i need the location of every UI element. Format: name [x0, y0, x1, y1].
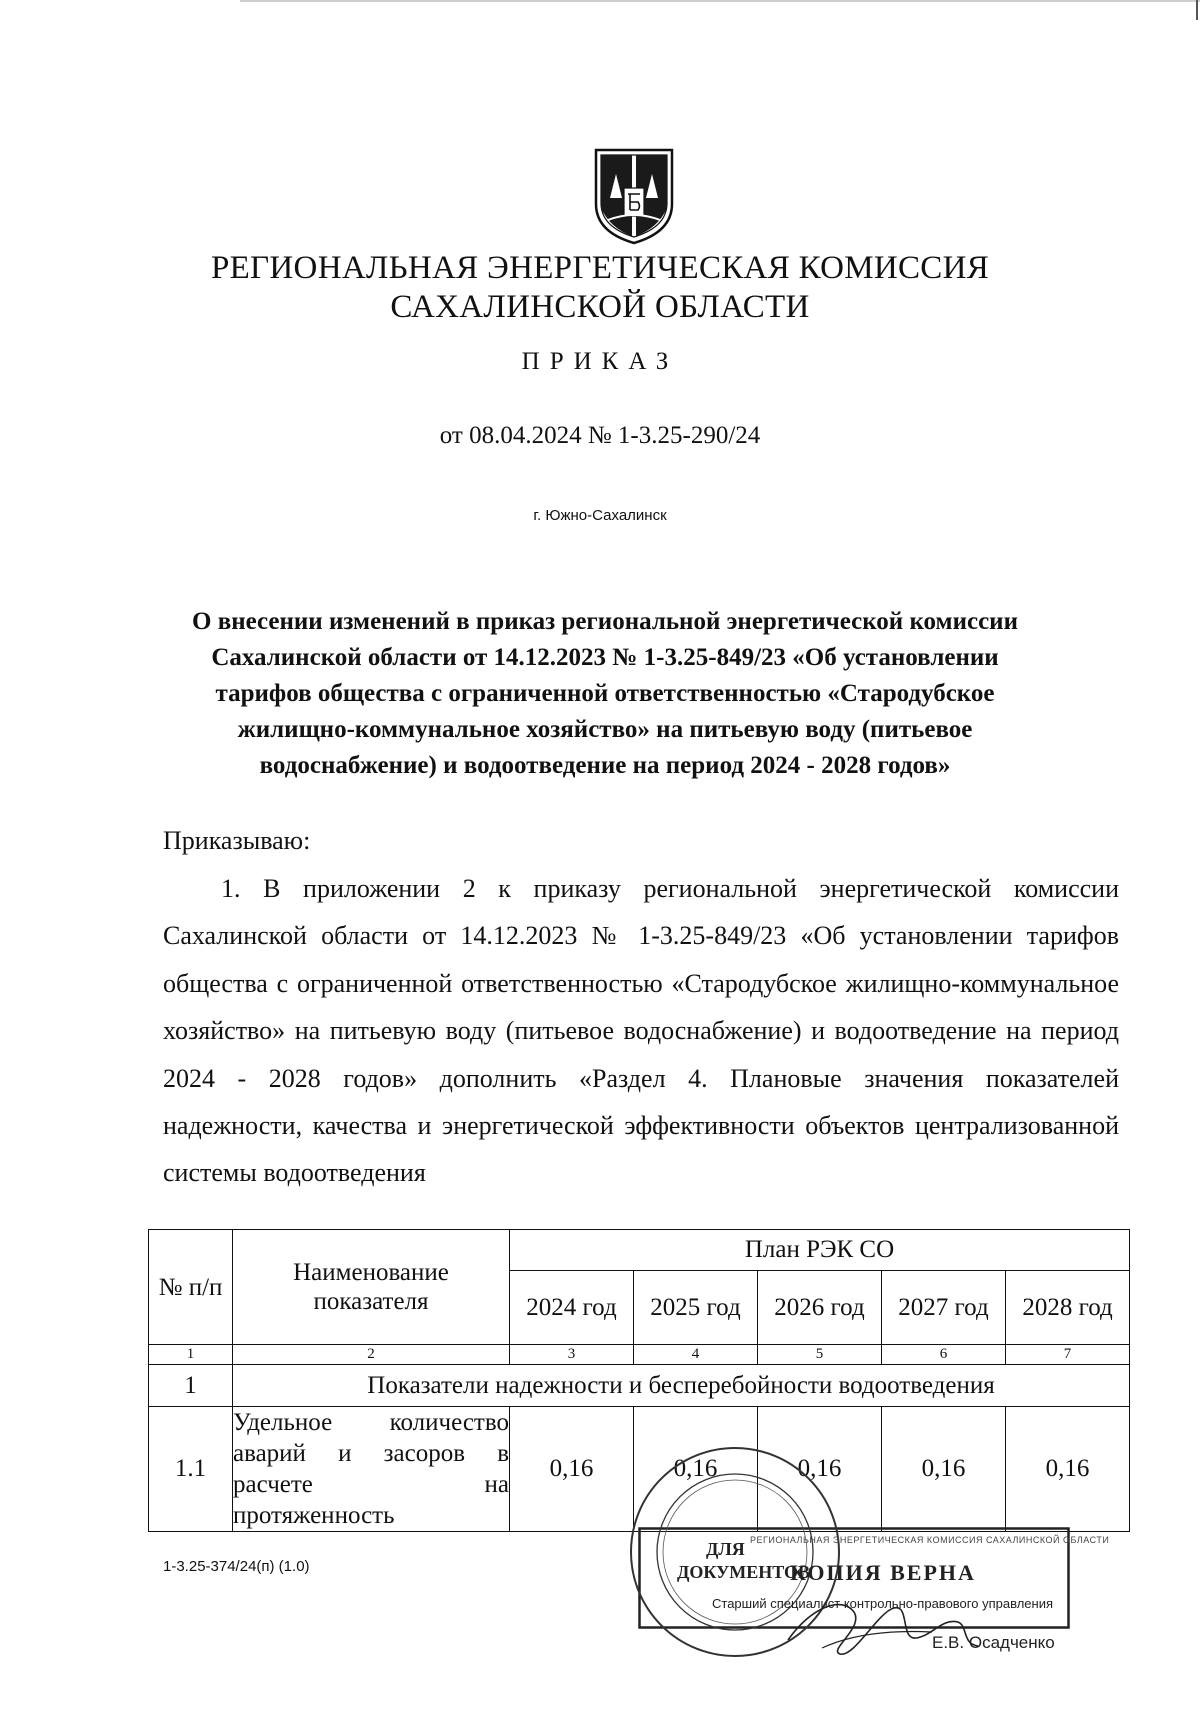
- row-name-line: аварий и засоров в: [233, 1440, 509, 1467]
- section-title: Показатели надежности и бесперебойности водоотведения: [233, 1365, 1130, 1407]
- document-city: г. Южно-Сахалинск: [533, 507, 667, 524]
- signature-icon: [782, 1588, 982, 1663]
- document-number: от 08.04.2024 № 1-3.25-290/24: [439, 422, 761, 449]
- header-col-name: Наименование показателя: [233, 1230, 510, 1345]
- col-number: 1: [149, 1345, 233, 1365]
- document-title: О внесении изменений в приказ региональной энергетической комиссии Сахалинской области от 14.12.2023 № 1-3.25-849/23 «Об установлении тарифов общества с ограниченной ответственностью «Стародубское жилищно-коммунальное хозяйство» на питьевую воду (питьевое водоснабжение) и водоотведение на период 2024 - 2028 годов»: [192, 608, 1018, 779]
- row-value: 0,16: [882, 1407, 1006, 1532]
- stamp-docs-label: ДОКУМЕНТОВ: [677, 1562, 811, 1582]
- col-number: 2: [233, 1345, 510, 1365]
- row-value: 0,16: [634, 1407, 758, 1532]
- stamp-signer: Е.В. Осадченко: [932, 1633, 1055, 1652]
- row-value: 0,16: [1006, 1407, 1130, 1532]
- table-header-row: [149, 1230, 1130, 1271]
- stamp-position: Старший специалист контрольно-правового управления: [712, 1596, 1053, 1611]
- col-number: 6: [882, 1345, 1006, 1365]
- stamp-for-label: ДЛЯ: [706, 1539, 745, 1559]
- header-year: 2026 год: [758, 1271, 882, 1345]
- row-name-line: протяженность: [233, 1502, 395, 1529]
- paragraph-1: 1. В приложении 2 к приказу региональной энергетической комиссии Сахалинской области от 14.12.2023 № 1-3.25-849/23 «Об установлении тарифов общества с ограниченной ответственностью «Стародубское жилищно-коммунальное хозяйство» на питьевую воду (питьевое водоснабжение) и водоотведение на период 2024 - 2028 годов» дополнить «Раздел 4. Плановые значения показателей надежности, качества и энергетической эффективности объектов централизованной системы водоотведения: [163, 874, 1119, 1188]
- row-name-line: расчете на: [233, 1471, 509, 1498]
- section-number: 1: [149, 1365, 233, 1407]
- row-value: 0,16: [510, 1407, 634, 1532]
- document-type: ПРИКАЗ: [521, 348, 679, 375]
- row-number: 1.1: [149, 1407, 233, 1532]
- coat-of-arms-icon: [590, 146, 678, 246]
- row-value: 0,16: [758, 1407, 882, 1532]
- row-name-line: Удельное количество: [233, 1409, 509, 1436]
- table-col-numbers-row: [149, 1345, 1130, 1365]
- col-number: 5: [758, 1345, 882, 1365]
- row-name: [233, 1407, 510, 1532]
- stamp-org: РЕГИОНАЛЬНАЯ ЭНЕРГЕТИЧЕСКАЯ КОМИССИЯ САХАЛИНСКОЙ ОБЛАСТИ: [750, 1535, 1110, 1545]
- order-word: Приказываю:: [163, 826, 311, 855]
- document-code: 1-3.25-374/24(п) (1.0): [163, 1558, 310, 1575]
- org-name-line-2: САХАЛИНСКОЙ ОБЛАСТИ: [390, 289, 810, 325]
- header-year: 2024 год: [510, 1271, 634, 1345]
- org-name-line-1: РЕГИОНАЛЬНАЯ ЭНЕРГЕТИЧЕСКАЯ КОМИССИЯ: [210, 250, 990, 286]
- header-year: 2028 год: [1006, 1271, 1130, 1345]
- scan-edge-top: [240, 0, 1200, 2]
- header-col-no: № п/п: [149, 1230, 233, 1345]
- scan-edge-right: [1196, 0, 1198, 20]
- col-number: 7: [1006, 1345, 1130, 1365]
- header-year: 2027 год: [882, 1271, 1006, 1345]
- header-year: 2025 год: [634, 1271, 758, 1345]
- stamp-copy-label: КОПИЯ ВЕРНА: [790, 1560, 976, 1585]
- col-number: 3: [510, 1345, 634, 1365]
- header-plan: План РЭК СО: [510, 1230, 1130, 1271]
- col-number: 4: [634, 1345, 758, 1365]
- table-section-row: [149, 1365, 1130, 1407]
